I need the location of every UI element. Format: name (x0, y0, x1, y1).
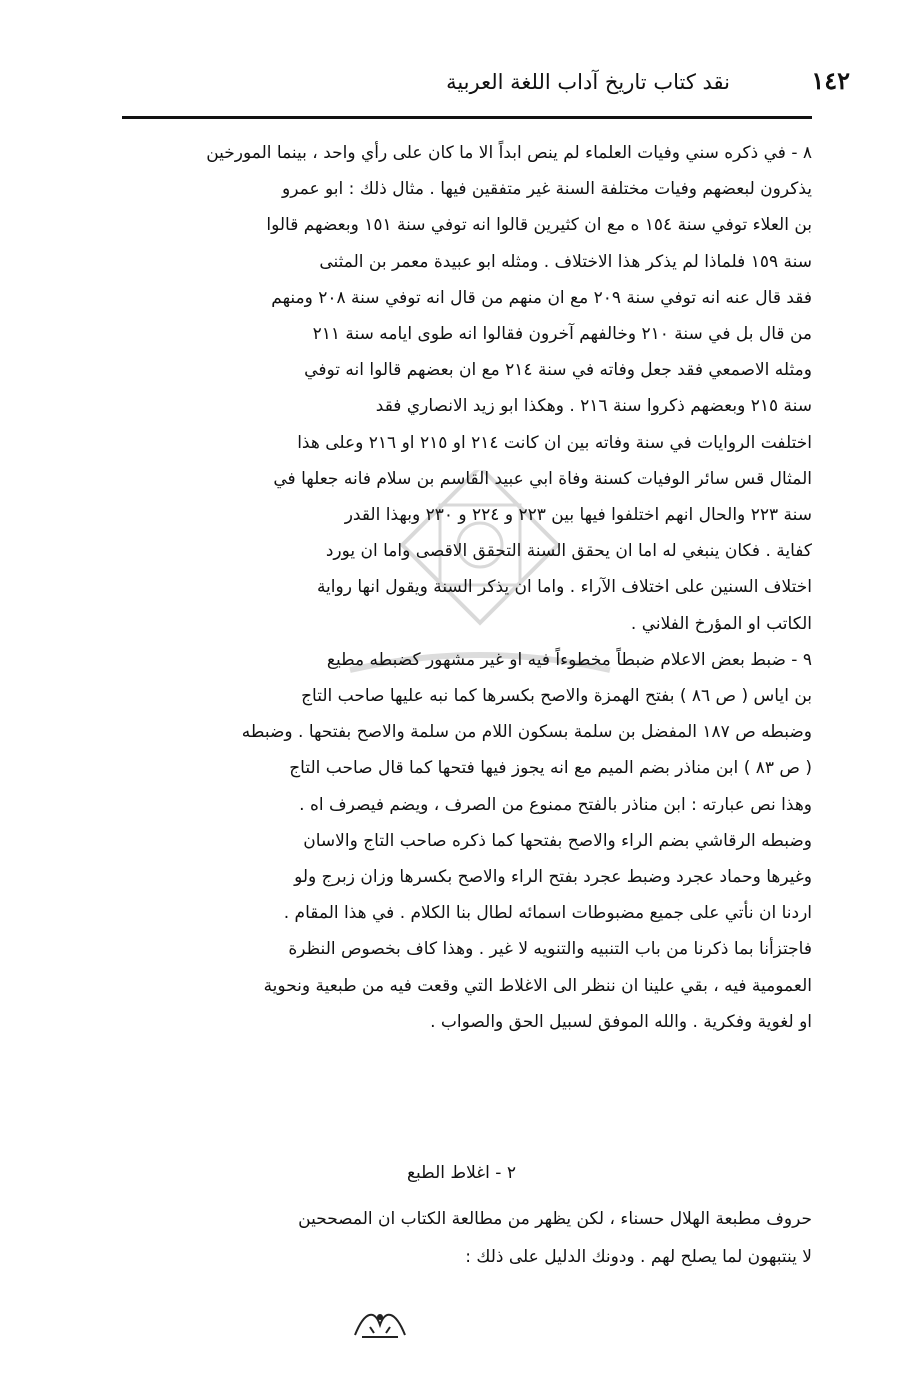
closing-line: حروف مطبعة الهلال حسناء ، لكن يظهر من مطالعة الكتاب ان المصححين (298, 1209, 812, 1229)
body-line: ٨ - في ذكره سني وفيات العلماء لم ينص ابداً الا ما كان على رأي واحد ، بينما المورخين (206, 143, 812, 163)
body-line: ٩ - ضبط بعض الاعلام ضبطاً مخطوءاً فيه او غير مشهور كضبطه مطيع (326, 649, 812, 670)
page-number: ١٤٢ (811, 66, 850, 95)
body-line: وغيرها وحماد عجرد وضبط عجرد بفتح الراء والاصح بكسرها وزان زبرج ولو (294, 867, 812, 888)
body-line: سنة ٢١٥ وبعضهم ذكروا سنة ٢١٦ . وهكذا ابو زيد الانصاري فقد (375, 396, 812, 417)
body-line: فقد قال عنه انه توفي سنة ٢٠٩ مع ان منهم من قال انه توفي سنة ٢٠٨ ومنهم (271, 287, 812, 308)
body-line: المثال قس سائر الوفيات كسنة وفاة ابي عبيد القاسم بن سلام فانه جعلها في (273, 468, 812, 489)
body-line: كفاية . فكان ينبغي له اما ان يحقق السنة التحقق الاقصى واما ان يورد (325, 541, 812, 562)
ornament-icon (350, 1305, 410, 1345)
running-title: نقد كتاب تاريخ آداب اللغة العربية (446, 70, 730, 94)
body-line: اردنا ان نأتي على جميع مضبوطات اسمائه لطال بنا الكلام . في هذا المقام . (283, 903, 812, 924)
body-line: ومثله الاصمعي فقد جعل وفاته في سنة ٢١٤ مع ان بعضهم قالوا انه توفي (304, 360, 812, 381)
body-text (112, 135, 812, 1040)
body-line: من قال بل في سنة ٢١٠ وخالفهم آخرون فقالوا انه طوى ايامه سنة ٢١١ (312, 324, 812, 345)
body-line: وهذا نص عبارته : ابن مناذر بالفتح ممنوع من الصرف ، ويضم فيصرف اه . (299, 794, 812, 815)
body-line: بن العلاء توفي سنة ١٥٤ ه مع ان كثيرين قالوا انه توفي سنة ١٥١ وبعضهم قالوا (266, 215, 812, 236)
closing-paragraph (112, 1200, 812, 1276)
body-line: وضبطه الرقاشي بضم الراء والاصح بفتحها كما ذكره صاحب التاج والاسان (303, 830, 812, 851)
body-line: يذكرون لبعضهم وفيات مختلفة السنة غير متفقين فيها . مثال ذلك : ابو عمرو (282, 179, 812, 200)
section-heading: ٢ - اغلاط الطبع (407, 1163, 516, 1183)
header-rule (122, 116, 812, 119)
body-line: سنة ٢٢٣ والحال انهم اختلفوا فيها بين ٢٢٣ و ٢٢٤ و ٢٣٠ وبهذا القدر (344, 505, 812, 526)
body-line: سنة ١٥٩ فلماذا لم يذكر هذا الاختلاف . ومثله ابو عبيدة معمر بن المثنى (319, 251, 812, 272)
page-header (280, 62, 850, 102)
body-line: بن اياس ( ص ٨٦ ) بفتح الهمزة والاصح بكسرها كما نبه عليها صاحب التاج (301, 686, 812, 707)
body-line: اختلاف السنين على اختلاف الآراء . واما ان يذكر السنة ويقول انها رواية (316, 577, 812, 598)
body-line: العمومية فيه ، بقي علينا ان ننظر الى الاغلاط التي وقعت فيه من طبعية ونحوية (263, 975, 812, 996)
body-line: ( ص ٨٣ ) ابن مناذر بضم الميم مع انه يجوز فيها فتحها كما قال صاحب التاج (289, 758, 812, 779)
body-line: الكاتب او المؤرخ الفلاني . (630, 613, 812, 634)
closing-line: لا ينتبهون لما يصلح لهم . ودونك الدليل على ذلك : (465, 1247, 812, 1267)
body-line: وضبطه ص ١٨٧ المفضل بن سلمة بسكون اللام من سلمة والاصح بفتحها . وضبطه (241, 722, 812, 743)
body-line: اختلفت الروايات في سنة وفاته بين ان كانت ٢١٤ او ٢١٥ او ٢١٦ وعلى هذا (297, 432, 812, 453)
body-line: فاجتزأنا بما ذكرنا من باب التنبيه والتنويه لا غير . وهذا كاف بخصوص النظرة (288, 939, 812, 960)
body-line: او لغوية وفكرية . والله الموفق لسبيل الحق والصواب . (430, 1011, 812, 1032)
